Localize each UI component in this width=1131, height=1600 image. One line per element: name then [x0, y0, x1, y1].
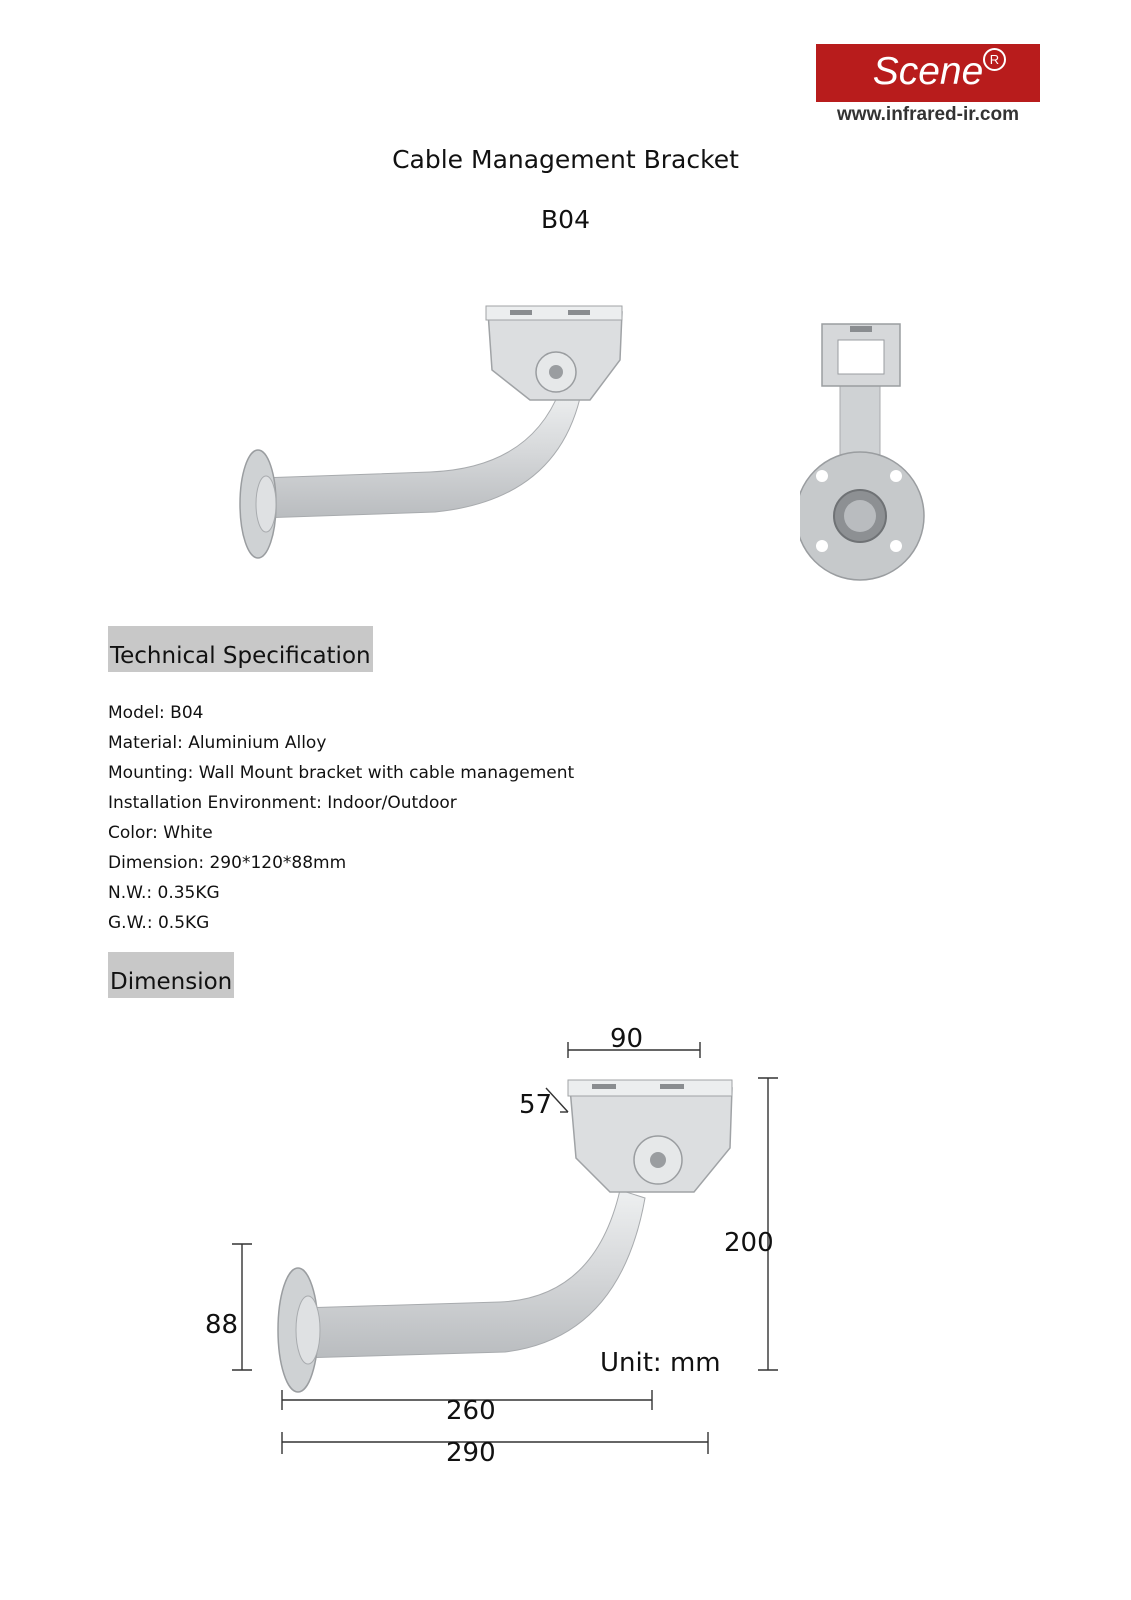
dimension-section-heading: Dimension	[108, 952, 234, 998]
dim-top-width: 90	[610, 1024, 644, 1054]
spec-section-heading: Technical Specification	[108, 626, 373, 672]
brand-name: Scene	[872, 50, 984, 93]
brand-logo	[816, 44, 1040, 102]
dim-height: 200	[724, 1228, 774, 1258]
dim-flange: 88	[205, 1310, 239, 1340]
spec-item-color: Color: White	[108, 823, 213, 843]
dim-angle: 57	[519, 1090, 553, 1120]
website-url: www.infrared-ir.com	[837, 104, 1019, 125]
spec-item-environment: Installation Environment: Indoor/Outdoor	[108, 793, 457, 813]
spec-item-gross-weight: G.W.: 0.5KG	[108, 913, 210, 933]
bracket-front-photo	[800, 320, 960, 590]
spec-item-dimension: Dimension: 290*120*88mm	[108, 853, 347, 873]
registered-mark-icon: R	[983, 48, 1006, 71]
bracket-side-photo	[230, 300, 650, 590]
spec-item-mounting: Mounting: Wall Mount bracket with cable management	[108, 763, 575, 783]
spec-list	[108, 698, 574, 938]
page-title: Cable Management Bracket	[392, 145, 739, 174]
spec-item-net-weight: N.W.: 0.35KG	[108, 883, 220, 903]
dim-arm-length: 260	[446, 1396, 496, 1426]
dim-total-length: 290	[446, 1438, 496, 1468]
dimension-drawing	[200, 1040, 800, 1500]
spec-item-model: Model: B04	[108, 703, 204, 723]
model-code: B04	[541, 205, 590, 234]
unit-label: Unit: mm	[600, 1348, 721, 1378]
spec-item-material: Material: Aluminium Alloy	[108, 733, 327, 753]
